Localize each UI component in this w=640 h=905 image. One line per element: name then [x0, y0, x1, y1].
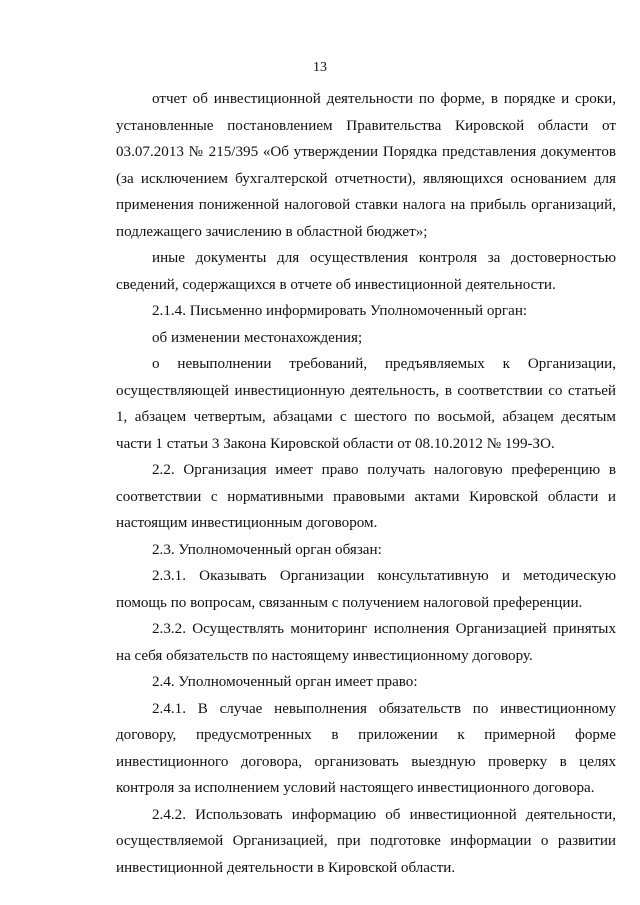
paragraph-location-change: об изменении местонахождения; — [152, 329, 363, 346]
paragraph-report-item: отчет об инвестиционной деятельности по форме, в порядке и сроки, установленные постановлением Правительства Кировской области от 03.07.2013 № 215/395 «Об утверждении Порядка представления документов (за исключением бухгалтерской отчетности), являющихся основанием для применения пониженной налоговой ставки налога на прибыль организаций, подлежащего зачислению в областной бюджет»; — [116, 91, 616, 240]
paragraph-2-3-1: 2.3.1. Оказывать Организации консультативную и методическую помощь по вопросам, связанным с получением налоговой преференции. — [116, 568, 616, 611]
paragraph-other-documents: иные документы для осуществления контроля за достоверностью сведений, содержащихся в отчете об инвестиционной деятельности. — [116, 250, 616, 293]
paragraph-requirements-violation: о невыполнении требований, предъявляемых к Организации, осуществляющей инвестиционную деятельность, в соответствии со статьей 1, абзацем четвертым, абзацами с шестого по восьмой, абзацем десятым части 1 статьи 3 Закона Кировской области от 08.10.2012 № 199-ЗО. — [116, 356, 616, 452]
paragraph-2-3-2: 2.3.2. Осуществлять мониторинг исполнения Организацией принятых на себя обязательств по настоящему инвестиционному договору. — [116, 621, 616, 664]
paragraph-2-4-2: 2.4.2. Использовать информацию об инвестиционной деятельности, осуществляемой Организацией, при подготовке информации о развитии инвестиционной деятельности в Кировской области. — [116, 806, 616, 876]
paragraph-2-1-4: 2.1.4. Письменно информировать Уполномоченный орган: — [152, 303, 528, 319]
paragraph-2-3: 2.3. Уполномоченный орган обязан: — [152, 541, 382, 558]
document-body — [116, 86, 616, 881]
paragraph-2-4-1: 2.4.1. В случае невыполнения обязательств по инвестиционному договору, предусмотренных в приложении к примерной форме инвестиционного договора, организовать выездную проверку в целях контроля за исполнением условий настоящего инвестиционного договора. — [116, 700, 616, 796]
paragraph-2-2: 2.2. Организация имеет право получать налоговую преференцию в соответствии с нормативными правовыми актами Кировской области и настоящим инвестиционным договором. — [116, 462, 616, 531]
paragraph-2-4: 2.4. Уполномоченный орган имеет право: — [152, 674, 418, 690]
page-number: 13 — [313, 60, 327, 75]
